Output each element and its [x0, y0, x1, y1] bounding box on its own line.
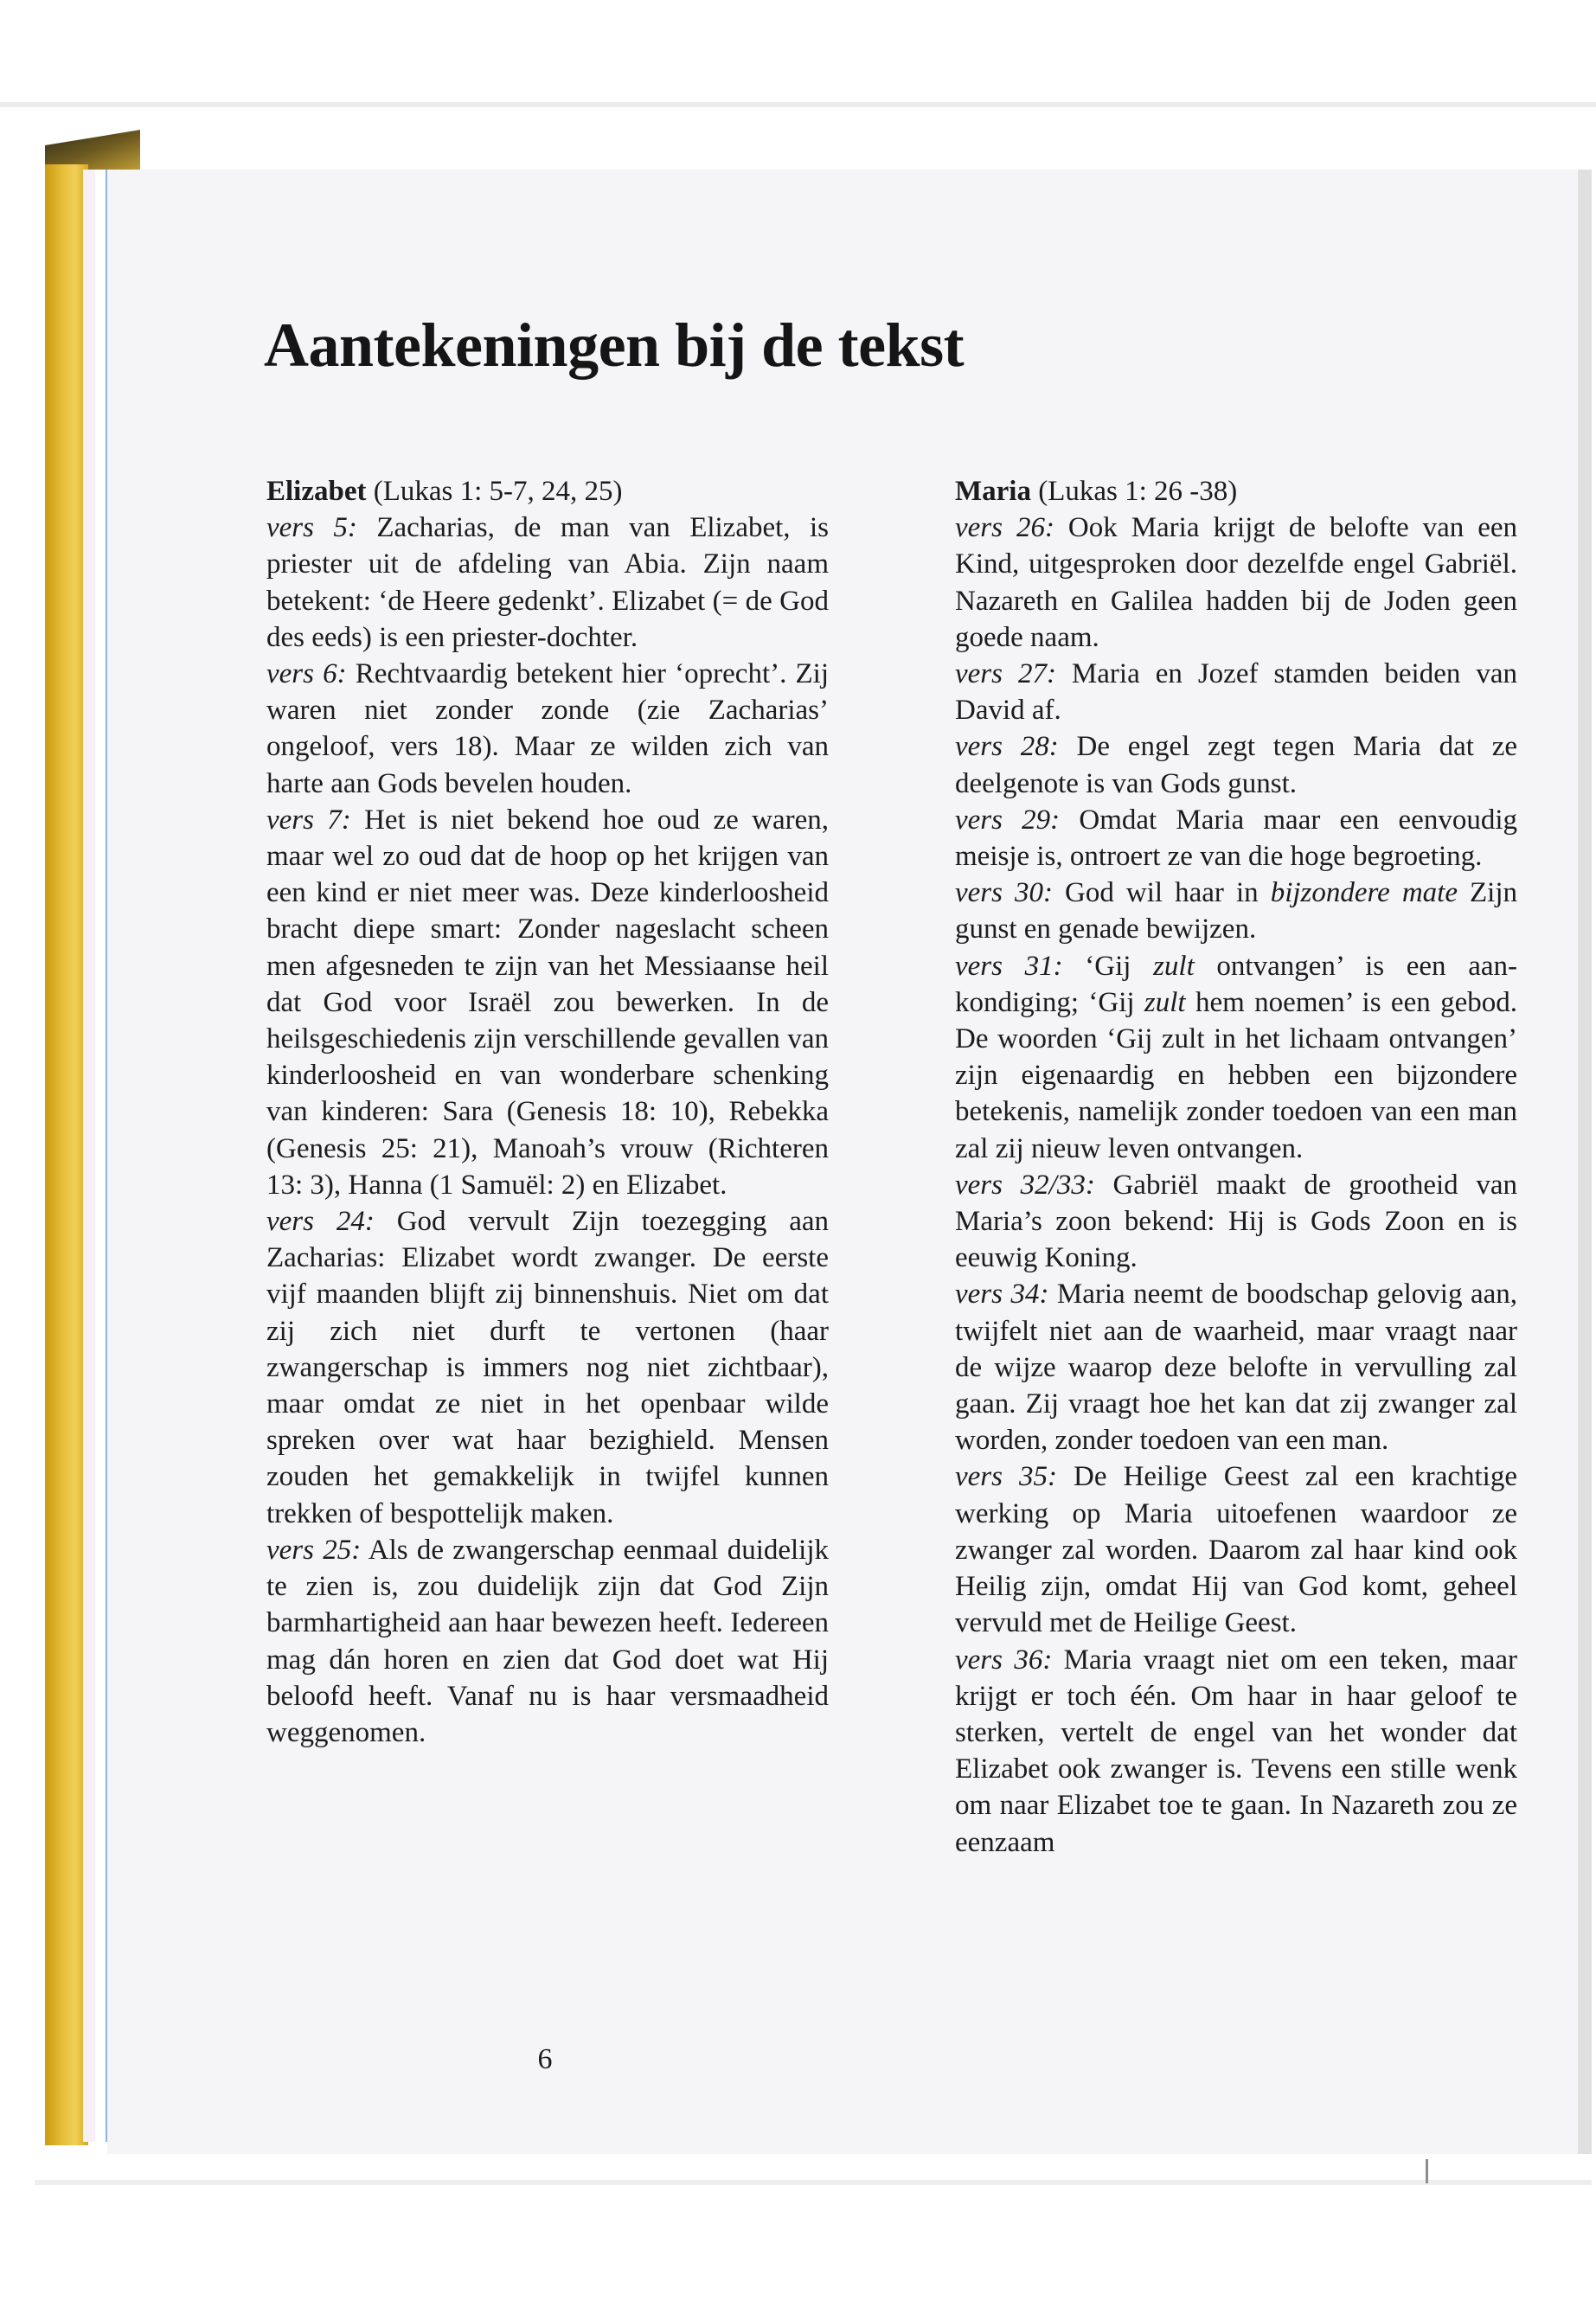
verse-ref: vers 29:	[955, 804, 1061, 836]
verse-text: ‘Gij	[1062, 950, 1154, 982]
verse-text: De Heilige Geest zal een krachtige werking op Maria uitoefenen waardoor ze zwanger zal worden. Daarom zal haar kind ook Heilig zijn, omdat Hij van God komt, geheel vervuld met de Heilige Geest.	[955, 1461, 1517, 1639]
verse-ref: vers 5:	[266, 512, 357, 544]
section-heading-name: Maria	[955, 476, 1031, 507]
verse-note	[955, 948, 1517, 1167]
verse-ref: vers 31:	[955, 950, 1063, 982]
verse-ref: vers 28:	[955, 731, 1059, 763]
verse-note	[266, 510, 829, 656]
verse-note	[955, 656, 1517, 728]
page-number: 6	[537, 2043, 553, 2075]
verse-text: hem noemen’ is een gebod. De woorden ‘Gij zult in het lichaam ontvangen’ zijn eigenaardig en hebben een bijzondere betekenis, namelijk zonder toedoen van een man zal zij nieuw leven ontvangen.	[955, 986, 1517, 1164]
verse-text: Ook Maria krijgt de belofte van een Kind, uitgesproken door dezelfde engel Gabriël. Nazareth en Galilea hadden bij de Joden geen goede naam.	[955, 512, 1518, 653]
verse-note	[955, 1458, 1517, 1641]
verse-emphasis: zult	[1153, 950, 1195, 982]
verse-text: Het is niet bekend hoe oud ze waren, maar wel zo oud dat de hoop op het krijgen van een kind er niet meer was. Deze kinderloosheid bracht diepe smart: Zonder nageslacht scheen men afgesneden te zijn van het Messiaanse heil dat God voor Israël zou bewerken. In de heilsgeschiedenis zijn verschillende gevallen van kinderloosheid en van wonderbare schenking van kinderen: Sara (Genesis 18: 10), Rebekka (Genesis 25: 21), Manoah’s vrouw (Richteren 13: 3), Hanna (1 Samuël: 2) en Elizabet.	[266, 804, 829, 1201]
verse-ref: vers 36:	[955, 1644, 1053, 1676]
verse-note	[955, 802, 1517, 875]
verse-note	[266, 656, 829, 802]
verse-ref: vers 32/33:	[955, 1169, 1095, 1201]
scan-edge-bottom	[35, 2180, 1592, 2185]
verse-note	[266, 802, 829, 1203]
scan-artifact-mark	[1426, 2159, 1428, 2183]
verse-emphasis: bijzondere mate	[1270, 877, 1458, 909]
verse-text: Als de zwangerschap eenmaal duidelijk te zien is, zou duidelijk zijn dat God Zijn barmhartigheid aan haar bewezen heeft. Iedereen mag dán horen en zien dat God doet wat Hij beloofd heeft. Vanaf nu is haar versmaadheid weggenomen.	[266, 1534, 830, 1748]
verse-ref: vers 30:	[955, 877, 1054, 909]
verse-text: Omdat Maria maar een eenvoudig meisje is, ontroert ze van die hoge begroeting.	[955, 804, 1517, 873]
right-column	[955, 473, 1517, 1861]
page-right-edge	[1578, 170, 1592, 2154]
verse-text: God wil haar in	[1053, 877, 1271, 909]
section-heading-ref: (Lukas 1: 26 -38)	[1030, 476, 1238, 507]
verse-ref: vers 35:	[955, 1461, 1058, 1493]
verse-text: Maria neemt de boodschap gelovig aan, twijfelt niet aan de waarheid, maar vraagt naar de wijze waarop deze belofte in vervulling zal gaan. Zij vraagt hoe het kan dat zij zwanger zal worden, zonder toedoen van een man.	[955, 1279, 1517, 1457]
verse-text: Maria en Jozef stamden beiden van David af.	[955, 658, 1517, 727]
section-heading-name: Elizabet	[266, 476, 367, 507]
verse-text: De engel zegt tegen Maria dat ze deelgenote is van Gods gunst.	[955, 731, 1517, 799]
page-title: Aantekeningen bij de tekst	[264, 311, 965, 380]
verse-ref: vers 7:	[266, 804, 351, 836]
verse-text: Maria vraagt niet om een teken, maar krijgt er toch één. Om haar in haar geloof te sterken, vertelt de engel van het wonder dat Elizabet ook zwanger is. Tevens een stille wenk om naar Elizabet toe te gaan. In Nazareth zou ze eenzaam	[955, 1644, 1518, 1858]
verse-ref: vers 24:	[266, 1206, 375, 1238]
scan-edge-top	[0, 102, 1596, 107]
verse-note	[955, 510, 1517, 656]
left-column	[266, 473, 829, 1751]
verse-emphasis: zult	[1144, 986, 1186, 1018]
section-heading	[955, 473, 1517, 510]
verse-ref: vers 34:	[955, 1279, 1049, 1311]
verse-text: Gabriël maakt de grootheid van Maria’s zoon bekend: Hij is Gods Zoon en is eeuwig Koning.	[955, 1169, 1517, 1274]
binder-spine	[45, 164, 88, 2145]
verse-ref: vers 25:	[266, 1534, 362, 1566]
verse-text: Zijn gunst en genade bewijzen.	[955, 877, 1518, 945]
verse-note	[955, 1642, 1517, 1861]
section-heading	[266, 473, 829, 510]
verse-note	[955, 875, 1517, 947]
verse-note	[955, 1167, 1517, 1277]
section-heading-ref: (Lukas 1: 5-7, 24, 25)	[366, 476, 623, 507]
verse-text: ontvangen’ is een aankondiging; ‘Gij	[955, 950, 1517, 1018]
verse-text: Rechtvaardig betekent hier ‘oprecht’. Zij waren niet zonder zonde (zie Zacharias’ ongeloof, vers 18). Maar ze wilden zich van harte aan Gods bevelen houden.	[266, 658, 829, 799]
verse-note	[266, 1532, 829, 1751]
verse-ref: vers 27:	[955, 658, 1056, 690]
verse-ref: vers 26:	[955, 512, 1054, 544]
verse-text: Zacharias, de man van Elizabet, is priester uit de afdeling van Abia. Zijn naam betekent: ‘de Heere gedenkt’. Elizabet (= de God des eeds) is een priester-dochter.	[266, 512, 829, 653]
verse-note	[955, 728, 1517, 801]
verse-note	[955, 1276, 1517, 1458]
verse-text: God vervult Zijn toezegging aan Zacharias: Elizabet wordt zwanger. De eerste vijf maanden blijft zij binnenshuis. Niet om dat zij zich niet durft te vertonen (haar zwangerschap is immers nog niet zichtbaar), maar omdat ze niet in het openbaar wilde spreken over wat haar bezighield. Mensen zouden het gemakkelijk in twijfel kunnen trekken of bespottelijk maken.	[266, 1206, 829, 1529]
verse-ref: vers 6:	[266, 658, 347, 690]
verse-note	[266, 1203, 829, 1532]
